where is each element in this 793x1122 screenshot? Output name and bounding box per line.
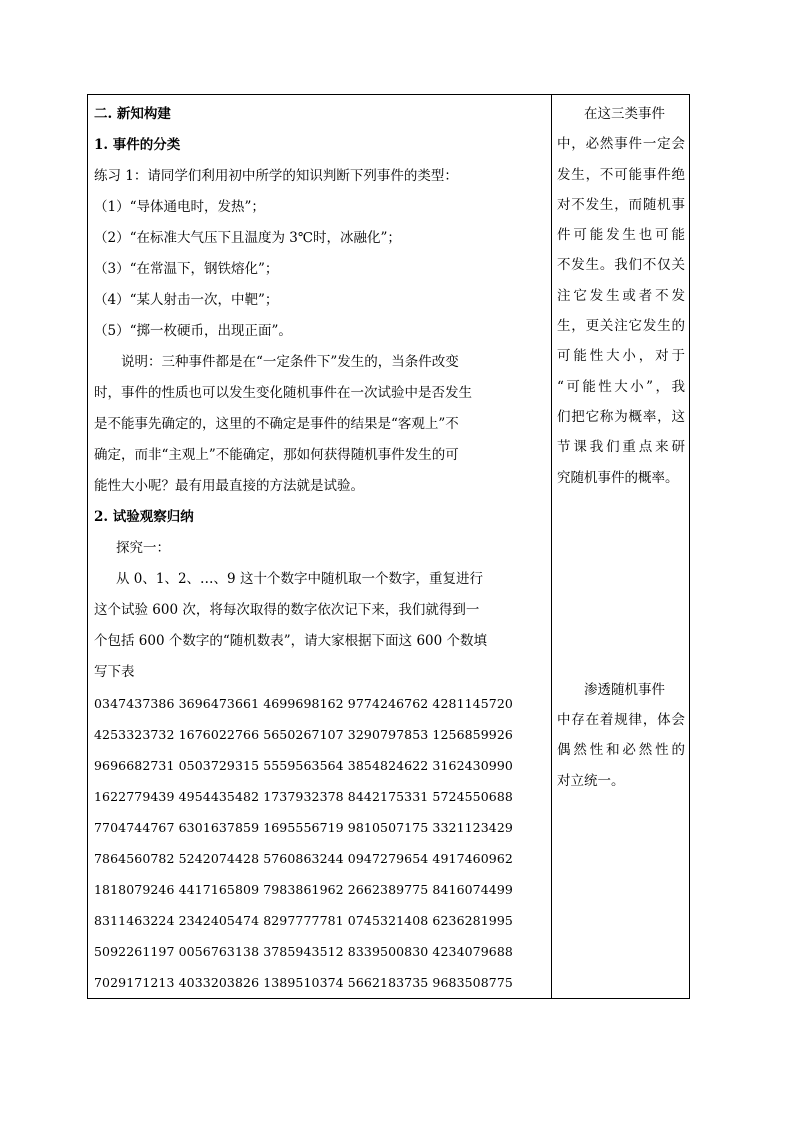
random-number-row: 7029171213 4033203826 1389510374 5662183735 9683508775 bbox=[94, 975, 513, 990]
explore-line: 写下表 bbox=[94, 664, 135, 680]
random-number-row: 4253323732 1676022766 5650267107 3290797853 1256859926 bbox=[94, 727, 513, 742]
side-note-line: 不发生。我们不仅关 bbox=[557, 257, 685, 274]
exercise-intro: 练习 1：请同学们利用初中所学的知识判断下列事件的类型： bbox=[94, 168, 458, 184]
main-content-cell bbox=[94, 99, 546, 998]
side-notes-cell bbox=[557, 99, 685, 796]
random-number-row: 1622779439 4954435482 1737932378 8442175331 5724550688 bbox=[94, 789, 513, 804]
exercise-item: （4）“某人射击一次，中靶”； bbox=[94, 292, 279, 308]
explanation-line: 是不能事先确定的，这里的不确定是事件的结果是“客观上”不 bbox=[94, 416, 459, 432]
side-note-line: 可能性大小，对于 bbox=[557, 348, 685, 365]
exercise-item: （2）“在标准大气压下且温度为 3℃时，冰融化”； bbox=[94, 230, 401, 246]
exercise-item: （3）“在常温下，钢铁熔化”； bbox=[94, 261, 279, 277]
subsection-title-classification: 1. 事件的分类 bbox=[94, 137, 181, 153]
random-number-row: 9696682731 0503729315 5559563564 3854824622 3162430990 bbox=[94, 758, 513, 773]
random-number-row: 8311463224 2342405474 8297777781 0745321408 6236281995 bbox=[94, 913, 513, 928]
side-note2-line: 对立统一。 bbox=[557, 772, 625, 789]
explanation-line: 能性大小呢？最有用最直接的方法就是试验。 bbox=[94, 478, 364, 494]
explore-line: 这个试验 600 次，将每次取得的数字依次记下来，我们就得到一 bbox=[94, 602, 480, 618]
lesson-table bbox=[87, 94, 690, 999]
random-number-row: 7864560782 5242074428 5760863244 0947279654 4917460962 bbox=[94, 851, 513, 866]
random-number-row: 5092261197 0056763138 3785943512 8339500830 4234079688 bbox=[94, 944, 513, 959]
side-note-line: 生，更关注它发生的 bbox=[557, 318, 685, 335]
random-number-row: 7704744767 6301637859 1695556719 9810507175 3321123429 bbox=[94, 820, 513, 835]
side-note-line: 节课我们重点来研 bbox=[557, 439, 685, 456]
explore-label: 探究一： bbox=[116, 540, 170, 556]
section-title: 二. 新知构建 bbox=[94, 106, 171, 122]
side-note-line: 对不发生，而随机事 bbox=[557, 196, 685, 213]
side-note-line: 中，必然事件一定会 bbox=[557, 136, 685, 153]
explanation-line: 说明：三种事件都是在“一定条件下”发生的，当条件改变 bbox=[121, 354, 459, 370]
side-note2-line: 偶然性和必然性的 bbox=[557, 742, 685, 759]
random-number-row: 0347437386 3696473661 4699698162 9774246762 4281145720 bbox=[94, 696, 513, 711]
side-note-line: 们把它称为概率，这 bbox=[557, 408, 685, 425]
side-note-line: 究随机事件的概率。 bbox=[557, 469, 679, 486]
exercise-item: （1）“导体通电时，发热”； bbox=[94, 199, 265, 215]
side-note-line: 发生，不可能事件绝 bbox=[557, 166, 685, 183]
side-note2-line: 渗透随机事件 bbox=[584, 681, 665, 698]
side-note-line: 件可能发生也可能 bbox=[557, 227, 685, 244]
explanation-line: 时，事件的性质也可以发生变化随机事件在一次试验中是否发生 bbox=[94, 385, 472, 401]
exercise-item: （5）“掷一枚硬币，出现正面”。 bbox=[94, 323, 292, 339]
side-note-line: 在这三类事件 bbox=[584, 106, 665, 122]
subsection-title-experiment: 2. 试验观察归纳 bbox=[94, 509, 194, 525]
explore-line: 从 0、1、2、…、9 这十个数字中随机取一个数字，重复进行 bbox=[116, 571, 483, 587]
random-number-row: 1818079246 4417165809 7983861962 2662389775 8416074499 bbox=[94, 882, 513, 897]
column-divider bbox=[551, 95, 552, 998]
side-note-line: 注它发生或者不发 bbox=[557, 287, 685, 304]
side-note2-line: 中存在着规律，体会 bbox=[557, 711, 685, 728]
side-note-line: “可能性大小”，我 bbox=[557, 378, 685, 395]
explore-line: 个包括 600 个数字的“随机数表”，请大家根据下面这 600 个数填 bbox=[94, 633, 488, 649]
explanation-line: 确定，而非“主观上”不能确定，那如何获得随机事件发生的可 bbox=[94, 447, 459, 463]
